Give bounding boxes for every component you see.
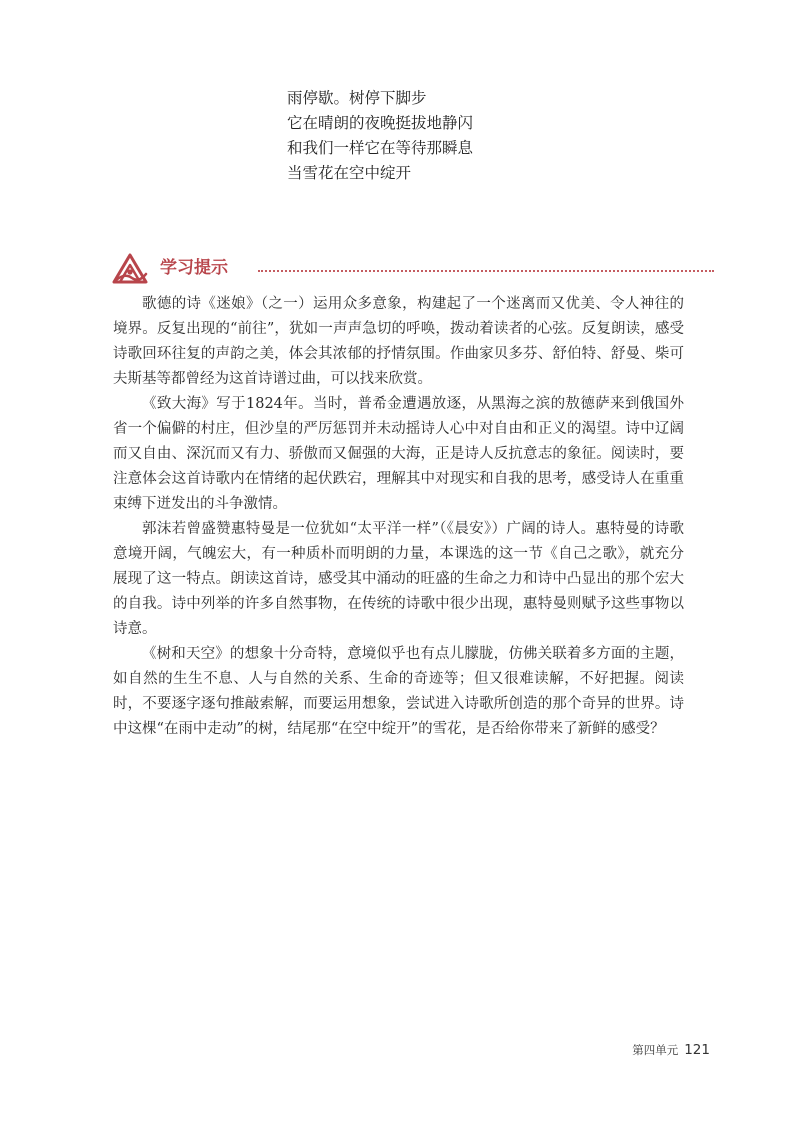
study-tips-body — [113, 292, 684, 742]
section-title: 学习提示 — [160, 258, 228, 278]
study-tip-logo-icon — [112, 252, 148, 286]
paragraph: 《树和天空》的想象十分奇特，意境似乎也有点儿朦胧，仿佛关联着多方面的主题，如自然的生生不息、人与自然的关系、生命的奇迹等；但又很难读解，不好把握。阅读时，不要逐字逐句推敲索解，而要运用想象，尝试进入诗歌所创造的那个奇异的世界。诗中这棵“在雨中走动”的树，结尾那“在空中绽开”的雪花，是否给你带来了新鲜的感受？ — [113, 646, 684, 737]
poem-excerpt — [287, 86, 647, 186]
study-tips-header — [112, 252, 714, 286]
poem-line: 当雪花在空中绽开 — [287, 164, 412, 182]
paragraph: 《致大海》写于1824年。当时，普希金遭遇放逐，从黑海之滨的敖德萨来到俄国外省一个偏僻的村庄，但沙皇的严厉惩罚并未动摇诗人心中对自由和正义的渴望。诗中辽阔而又自由、深沉而又有力、骄傲而又倔强的大海，正是诗人反抗意志的象征。阅读时，要注意体会这首诗歌内在情绪的起伏跌宕，理解其中对现实和自我的思考，感受诗人在重重束缚下迸发出的斗争激情。 — [113, 396, 684, 512]
poem-line: 和我们一样它在等待那瞬息 — [287, 139, 474, 157]
paragraph: 歌德的诗《迷娘》（之一）运用众多意象，构建起了一个迷离而又优美、令人神往的境界。反复出现的“前往”，犹如一声声急切的呼唤，拨动着读者的心弦。反复朗读，感受诗歌回环往复的声韵之美，体会其浓郁的抒情氛围。作曲家贝多芬、舒伯特、舒曼、柴可夫斯基等都曾经为这首诗谱过曲，可以找来欣赏。 — [113, 296, 684, 387]
page-number: 121 — [684, 1042, 710, 1058]
paragraph: 郭沫若曾盛赞惠特曼是一位犹如“太平洋一样”（《晨安》）广阔的诗人。惠特曼的诗歌意境开阔，气魄宏大，有一种质朴而明朗的力量，本课选的这一节《自己之歌》，就充分展现了这一特点。朗读这首诗，感受其中涌动的旺盛的生命之力和诗中凸显出的那个宏大的自我。诗中列举的许多自然事物，在传统的诗歌中很少出现，惠特曼则赋予这些事物以诗意。 — [113, 521, 684, 637]
poem-line: 它在晴朗的夜晚挺拔地静闪 — [287, 114, 474, 132]
unit-label: 第四单元 — [632, 1043, 679, 1057]
poem-line: 雨停歇。树停下脚步 — [287, 89, 427, 107]
page-footer — [632, 1039, 710, 1058]
dotted-divider — [258, 270, 714, 272]
